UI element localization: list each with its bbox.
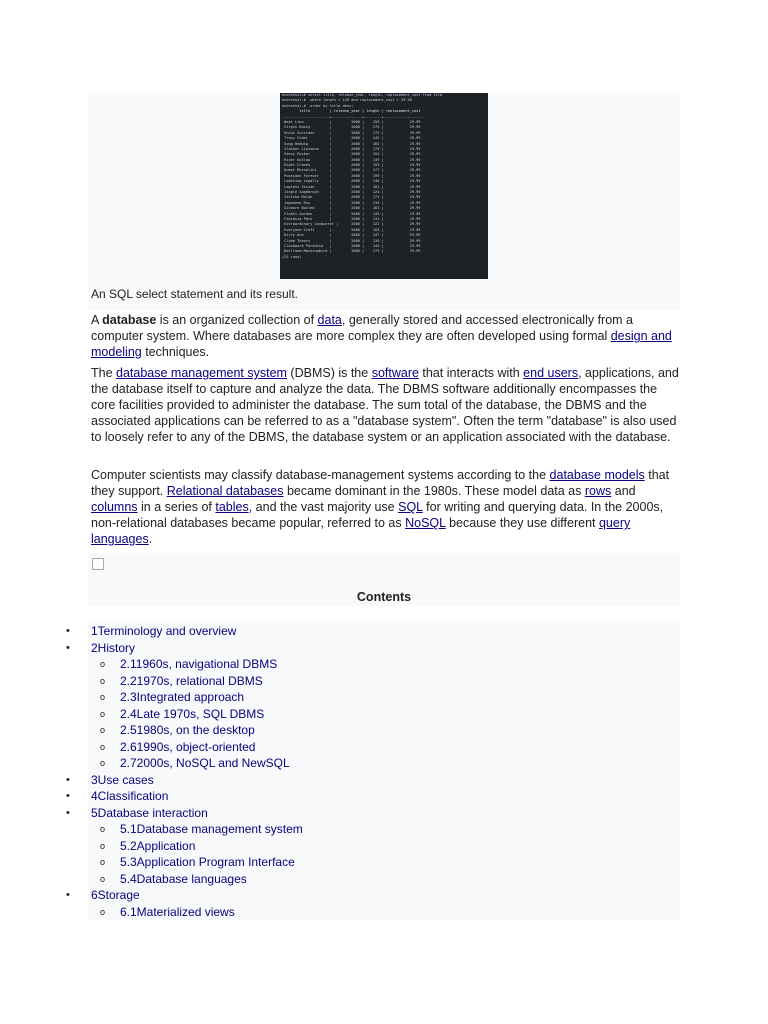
toc-item-label[interactable]: 2.4Late 1970s, SQL DBMS [120,706,265,721]
toc-item-label[interactable]: 5.2Application [120,838,196,853]
terminal-line: Jericho Mulan | 2006 | 171 | 29.99 [282,195,421,200]
terminal-line: Sassy Packer | 2006 | 154 | 29.99 [282,152,421,157]
terminal-line: Fantasia Park | 2006 | 131 | 29.99 [282,216,421,221]
bullet-icon: • [66,773,70,786]
toc-item[interactable] [0,640,768,657]
intro-paragraph-2 [91,365,681,445]
text-run: The [91,366,117,380]
intro-paragraph-1 [91,312,681,360]
toc-item-label[interactable]: 2.72000s, NoSQL and NewSQL [120,756,290,770]
toc-item-label[interactable]: 4Classification [91,789,169,803]
terminal-line: Quest Mussolini | 2006 | 177 | 29.99 [282,168,421,173]
text-run: techniques. [141,345,210,359]
link-data[interactable]: data [317,313,342,327]
toc-subitem[interactable] [0,673,768,690]
bullet-icon: • [66,889,70,901]
toc-subitem[interactable] [0,821,768,838]
terminal-line: Poseidon Forever | 2006 | 159 | 29.99 [282,173,421,178]
toc-item-label[interactable]: 2.21970s, relational DBMS [120,673,263,688]
link-sql[interactable]: SQL [398,500,423,514]
link-software[interactable]: software [371,366,419,380]
text-run: in a series of [137,500,216,514]
link-database-models[interactable]: database models [549,468,645,482]
toc-subitem[interactable] [0,904,768,921]
toc-item-label[interactable]: 6.1Materialized views [120,904,235,919]
terminal-line: Floats Garden | 2006 | 145 | 29.99 [282,211,421,216]
terminal-line: dvdrental=# select title, release_year, length, replacement_cost from film [282,93,443,97]
terminal-line: Virgin Daisy | 2006 | 179 | 29.99 [282,125,421,130]
terminal-line: West Lion | 2006 | 159 | 29.99 [282,119,421,124]
toc-subitem[interactable] [0,871,768,888]
toc-item[interactable] [0,623,768,640]
toc-subitem[interactable] [0,838,768,855]
bullet-icon: • [66,625,70,637]
terminal-line: Tracy Cider | 2006 | 142 | 29.99 [282,136,421,141]
text-run: for writing and querying data. In the 2000s, non-relational databases became popular, referred to as [91,500,664,530]
link-relational-databases[interactable]: Relational databases [166,484,284,498]
circle-bullet-icon: o [100,725,106,735]
toc-toggle-checkbox[interactable] [92,558,104,570]
circle-bullet-icon: o [100,741,106,752]
toc-title: Contents [356,590,412,604]
bullet-icon: • [66,806,70,819]
terminal-line: Clockwork Paradise | 2006 | 143 | 29.99 [282,243,421,248]
circle-bullet-icon: o [100,873,106,884]
terminal-line: title | release_year | length | replacement_cost [282,109,421,114]
terminal-line: (25 rows) [282,254,302,259]
link-nosql[interactable]: NoSQL [405,516,446,530]
terminal-line: Gilmore Boiled | 2006 | 163 | 29.99 [282,206,421,211]
terminal-line: Dirty Ace | 2006 | 147 | 29.99 [282,233,421,238]
text-run: because they use different [445,516,599,530]
toc-item[interactable] [0,887,768,904]
link-columns[interactable]: columns [91,500,138,514]
toc-subitem[interactable] [0,854,768,871]
terminal-line: Clyde Theory | 2006 | 139 | 29.99 [282,238,421,243]
toc-item-label[interactable]: 2History [91,640,136,655]
terminal-line: Ballroom Mockingbird | 2006 | 173 | 29.99 [282,249,421,254]
circle-bullet-icon: o [100,840,106,851]
toc-item-label[interactable]: 5.3Application Program Interface [120,855,295,869]
text-run: that interacts with [418,366,524,380]
figure-caption: An SQL select statement and its result. [91,287,298,301]
terminal-line: dvdrental-# order by title desc; [282,103,354,108]
term-database: database [102,313,157,327]
toc-item-label[interactable]: 2.3Integrated approach [120,690,245,704]
terminal-line: Song Hedwig | 2006 | 165 | 29.99 [282,141,421,146]
link-database-management-system[interactable]: database management system [116,366,287,380]
toc-subitem[interactable] [0,656,768,673]
text-run: became dominant in the 1980s. These model data as [283,484,585,498]
text-run: and [611,484,636,498]
terminal-line: Slacker Liaisons | 2006 | 179 | 29.99 [282,146,421,151]
circle-bullet-icon: o [100,692,106,702]
text-run: is an organized collection of [156,313,318,327]
toc-item-label[interactable]: 1Terminology and overview [91,624,237,638]
toc-item[interactable] [0,772,768,789]
circle-bullet-icon: o [100,824,106,834]
text-run: that they support. [91,468,670,498]
text-run: Computer scientists may classify database-management systems according to the [91,468,550,482]
terminal-line: ----------------------+--------------+--------+------------------ [282,114,423,119]
terminal-line: Uncut Suicides | 2006 | 172 | 29.99 [282,130,421,135]
text-run: , applications, and the database itself to capture and analyze the data. The DBMS software additionally encompasses the core facilities provided to administer the database. The sum total of the database, the DBMS and the associated applications can be referred to as a "database system". Often the term "database" is also used to loosely refer to any of the DBMS, the database system or an application associated with the database. [91,366,679,444]
terminal-line: Right Cranes | 2006 | 153 | 29.99 [282,163,421,168]
terminal-line: dvdrental-# where length > 120 and replacement_cost > 29.50 [282,98,412,103]
toc-item-label[interactable]: 2.51980s, on the desktop [120,723,255,737]
terminal-line: River Outlaw | 2006 | 149 | 29.99 [282,157,421,162]
bullet-icon: • [66,641,70,654]
text-run: , and the vast majority use [248,500,399,514]
terminal-line: Jingle Sagebrush | 2006 | 124 | 29.99 [282,190,421,195]
toc-item[interactable] [0,805,768,822]
text-run: A [91,313,103,327]
toc-subitem[interactable] [0,722,768,739]
toc-item-label[interactable]: 6Storage [91,888,140,902]
sql-terminal-screenshot [280,93,488,279]
text-run: , generally stored and accessed electronically from a computer system. Where databases are more complex they are often developed using formal [91,313,634,343]
terminal-line: Loathing Legally | 2006 | 140 | 29.99 [282,179,421,184]
toc-item-label[interactable]: 2.11960s, navigational DBMS [120,657,278,671]
link-rows[interactable]: rows [584,484,612,498]
toc-subitem[interactable] [0,706,768,723]
circle-bullet-icon: o [100,708,106,719]
terminal-line: Extraordinary Conquerer | 2006 | 122 | 29.99 [282,222,421,227]
toc-item-label[interactable]: 2.61990s, object-oriented [120,739,256,754]
toc-subitem[interactable] [0,739,768,756]
circle-bullet-icon: o [100,659,106,669]
circle-bullet-icon: o [100,675,106,686]
terminal-line: Everyone Craft | 2006 | 163 | 29.99 [282,227,421,232]
toc-list [0,623,768,920]
toc-item-label[interactable]: 5.1Database management system [120,822,303,836]
bullet-icon: • [66,790,70,802]
toc-subitem[interactable] [0,689,768,706]
circle-bullet-icon: o [100,857,106,867]
link-design-and-modeling[interactable]: design and modeling [91,329,672,359]
circle-bullet-icon: o [100,906,106,917]
toc-item-label[interactable]: 5.4Database languages [120,871,247,886]
intro-paragraph-3 [91,467,681,547]
terminal-line: Lawless Vision | 2006 | 181 | 29.99 [282,184,421,189]
toc-item-label[interactable]: 3Use cases [91,772,154,787]
terminal-line: Japanese Run | 2006 | 135 | 29.99 [282,200,421,205]
link-tables[interactable]: tables [215,500,249,514]
toc-subitem[interactable] [0,755,768,772]
text-run: (DBMS) is the [286,366,372,380]
circle-bullet-icon: o [100,758,106,768]
link-query-languages[interactable]: query languages [91,516,631,546]
toc-item[interactable] [0,788,768,805]
toc-item-label[interactable]: 5Database interaction [91,805,208,820]
text-run: . [148,532,153,546]
link-end-users[interactable]: end users [523,366,579,380]
